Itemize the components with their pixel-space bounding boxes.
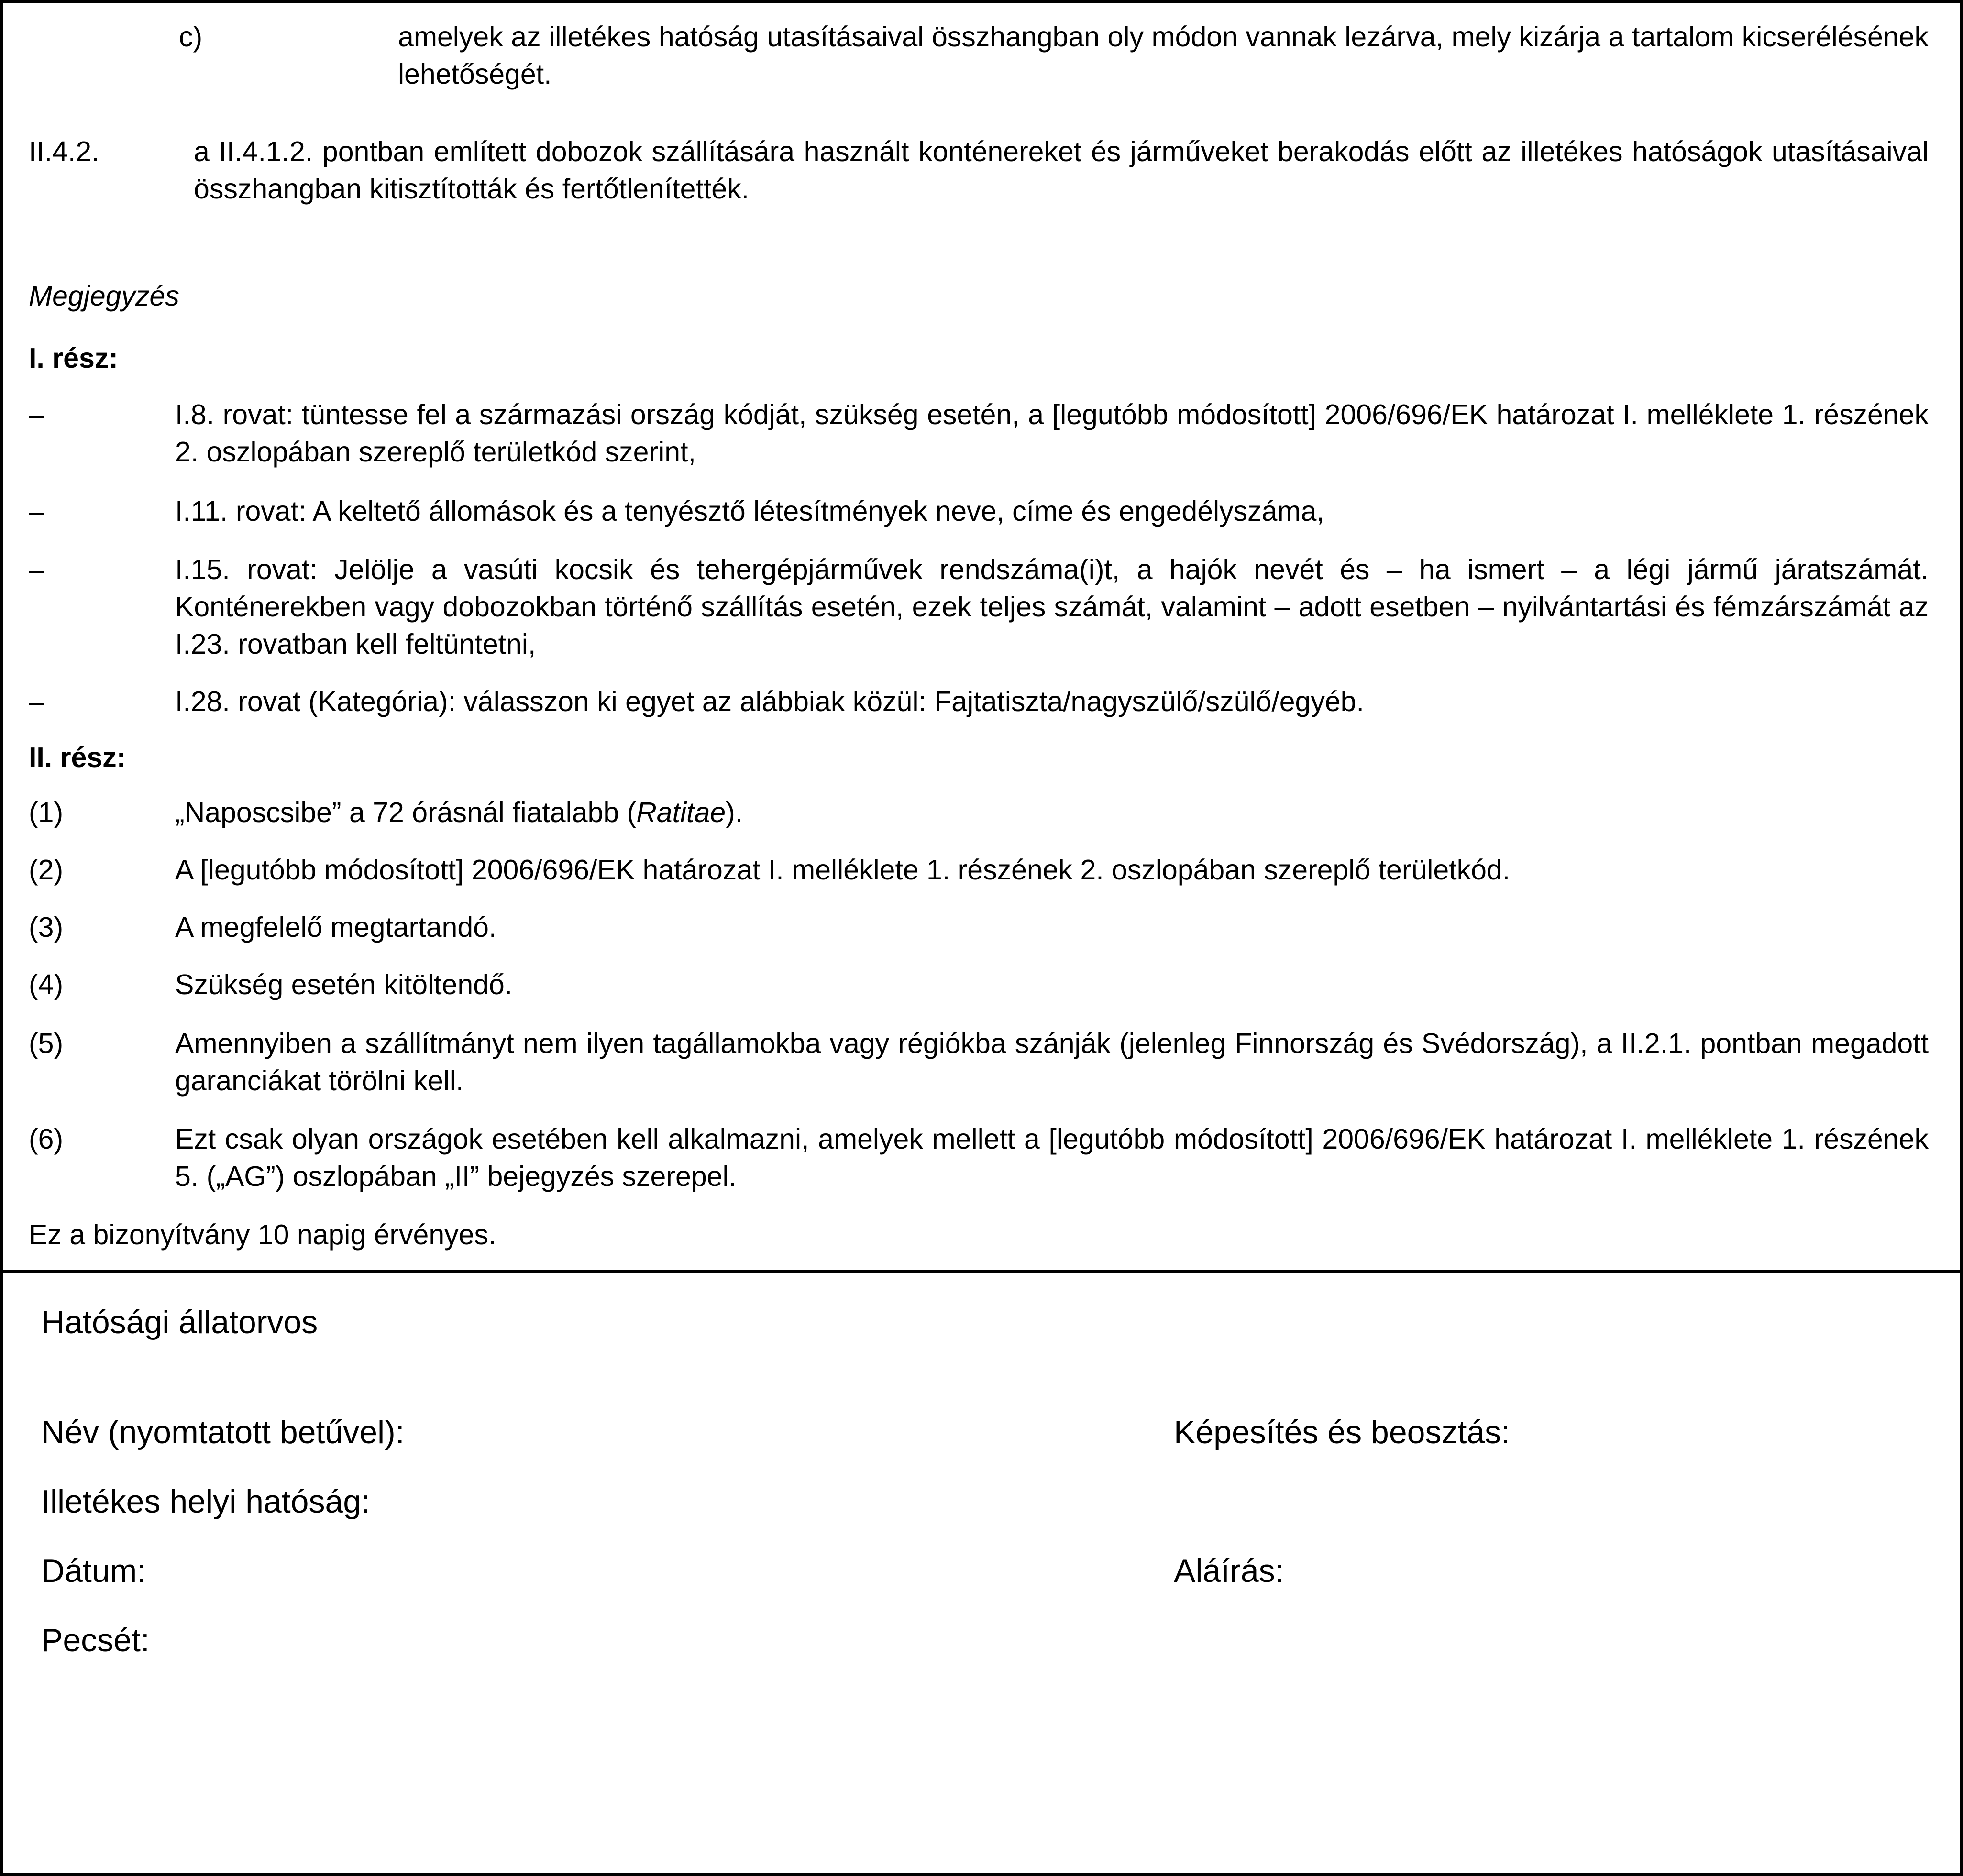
part1-item-2-text: I.11. rovat: A keltető állomások és a tenyésztő létesítmények neve, címe és engedélyszáma, — [175, 495, 1324, 527]
notes-heading: Megjegyzés — [29, 280, 179, 312]
qualification-label: Képesítés és beosztás: — [1174, 1414, 1511, 1450]
item-ii42-text: a II.4.1.2. pontban említett dobozok szállítására használt konténereket és járműveket berakodás előtt az illetékes hatóságok utasításaival összhangban kitisztították és fertőtlenítették. — [194, 136, 1929, 205]
part2-item-3-text: A megfelelő megtartandó. — [175, 911, 497, 943]
part2-item-2-marker: (2) — [29, 854, 64, 886]
part2-item-2-text: A [legutóbb módosított] 2006/696/EK határozat I. melléklete 1. részének 2. oszlopában szereplő területkód. — [175, 854, 1511, 886]
part2-item-5-marker: (5) — [29, 1028, 64, 1059]
item-c-label: c) — [179, 21, 203, 53]
part2-item-6-marker: (6) — [29, 1123, 64, 1155]
part1-item-4-marker: – — [29, 686, 44, 717]
item-c-text: amelyek az illetékes hatóság utasításaival összhangban oly módon vannak lezárva, mely kizárja a tartalom kicserélésének lehetőségét. — [398, 21, 1929, 90]
part2-item-4-marker: (4) — [29, 969, 64, 1000]
section-divider — [0, 1270, 1963, 1273]
part1-item-1-marker: – — [29, 399, 44, 430]
part1-item-3-text: I.15. rovat: Jelölje a vasúti kocsik és tehergépjárművek rendszáma(i)t, a hajók nevét és – ha ismert – a légi jármű járatszámát. Konténerekben vagy dobozokban történő szállítás esetén, ezek teljes számát, valamint – adott esetben – nyilvántartási és fémzárszámát az I.23. rovatban kell feltüntetni, — [175, 554, 1929, 660]
signature-label: Aláírás: — [1174, 1553, 1284, 1589]
part2-heading: II. rész: — [29, 742, 126, 773]
part2-item-4-text: Szükség esetén kitöltendő. — [175, 969, 513, 1000]
part2-item-1-marker: (1) — [29, 797, 64, 828]
part1-item-4-text: I.28. rovat (Kategória): válasszon ki egyet az alábbiak közül: Fajtatiszta/nagyszülő/szülő/egyéb. — [175, 686, 1364, 717]
part2-item-1-text — [175, 794, 1929, 831]
validity-note: Ez a bizonyítvány 10 napig érvényes. — [29, 1219, 496, 1251]
part2-item-3-marker: (3) — [29, 911, 64, 943]
date-label: Dátum: — [41, 1553, 146, 1589]
part2-item-6-text: Ezt csak olyan országok esetében kell alkalmazni, amelyek mellett a [legutóbb módosított] 2006/696/EK határozat I. melléklete 1. részének 5. („AG”) oszlopában „II” bejegyzés szerepel. — [175, 1123, 1929, 1192]
part2-item-1-text-after: ). — [726, 797, 743, 828]
part2-item-1-text-before: „Naposcsibe” a 72 órásnál fiatalabb ( — [175, 797, 637, 828]
official-veterinarian-title: Hatósági állatorvos — [41, 1304, 318, 1340]
stamp-label: Pecsét: — [41, 1622, 150, 1658]
part2-item-1-text-italic: Ratitae — [636, 797, 726, 828]
part1-item-2-marker: – — [29, 495, 44, 527]
part2-item-5-text: Amennyiben a szállítmányt nem ilyen tagállamokba vagy régiókba szánják (jelenleg Finnország és Svédország), a II.2.1. pontban megadott garanciákat törölni kell. — [175, 1028, 1929, 1097]
name-label: Név (nyomtatott betűvel): — [41, 1414, 405, 1450]
authority-label: Illetékes helyi hatóság: — [41, 1483, 370, 1520]
part1-item-3-marker: – — [29, 554, 44, 585]
part1-item-1-text: I.8. rovat: tüntesse fel a származási ország kódját, szükség esetén, a [legutóbb módosított] 2006/696/EK határozat I. melléklete 1. részének 2. oszlopában szereplő területkód szerint, — [175, 399, 1929, 468]
part1-heading: I. rész: — [29, 342, 118, 374]
item-ii42-label: II.4.2. — [29, 136, 99, 167]
